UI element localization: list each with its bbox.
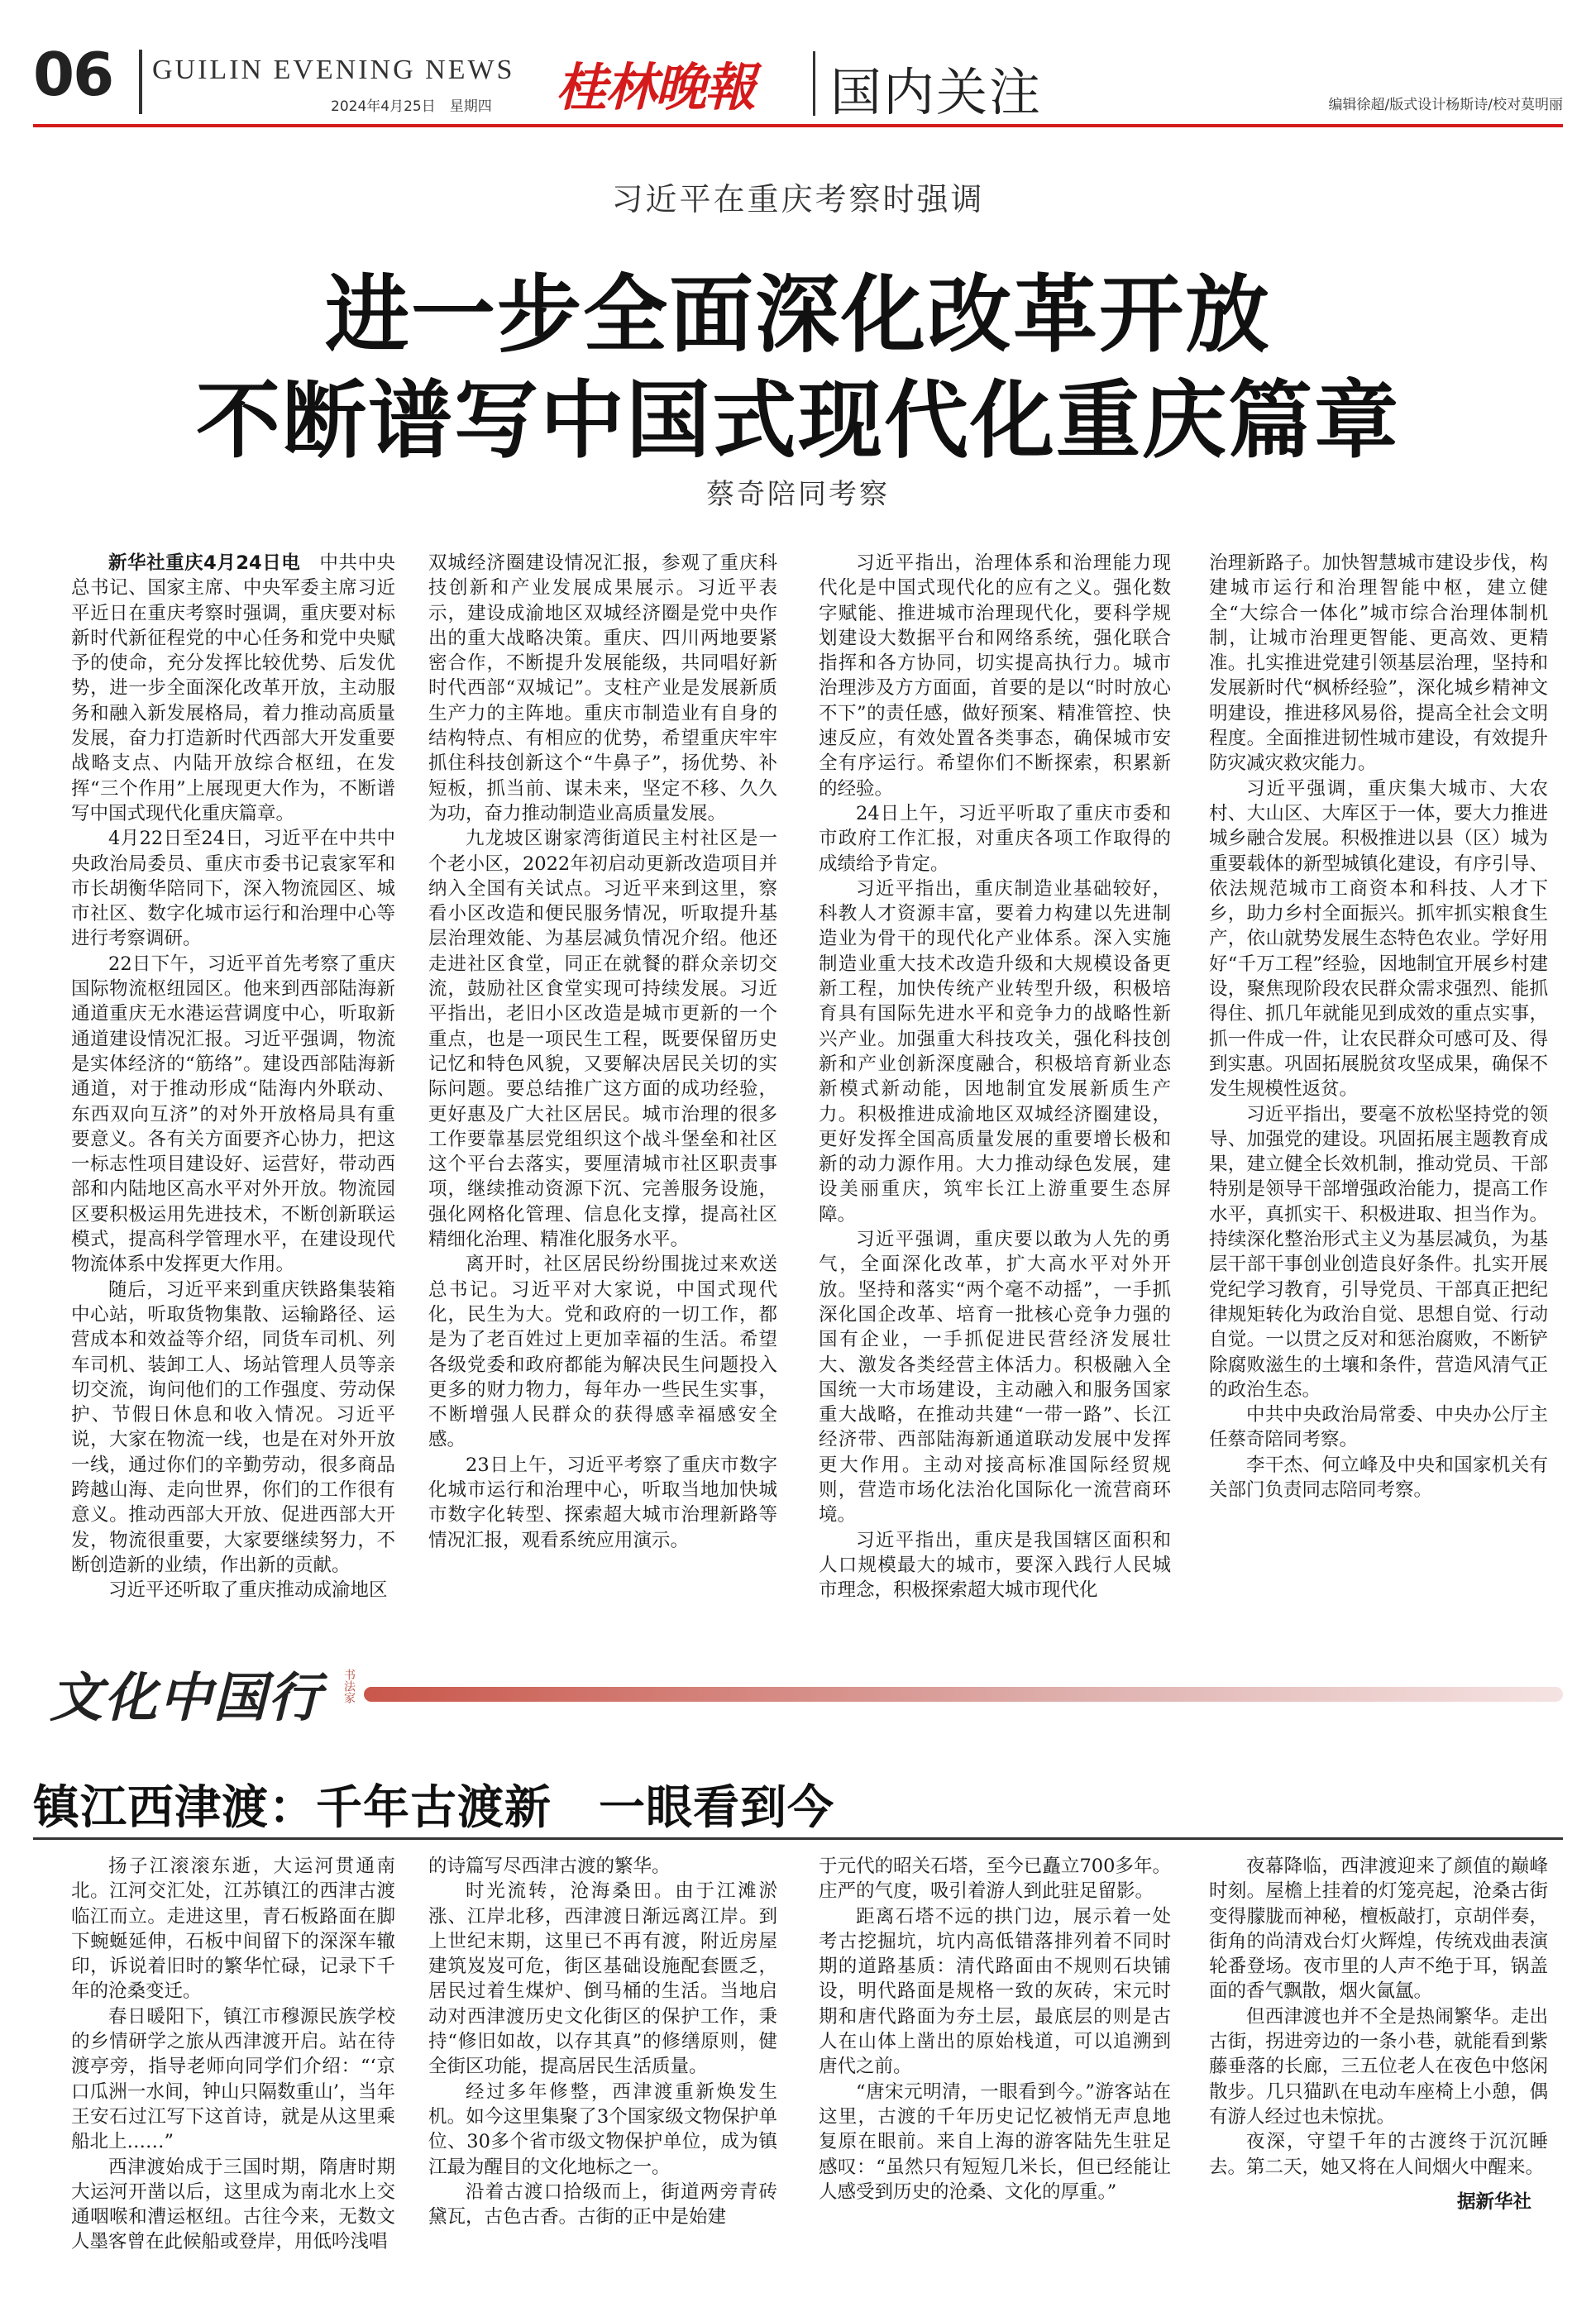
paragraph: 沿着古渡口拾级而上，街道两旁青砖黛瓦，古色古香。古街的正中是始建 <box>428 2181 777 2228</box>
paragraph: 西津渡始成于三国时期，隋唐时期大运河开凿以后，这里成为南北水上交通咽喉和漕运枢纽。古往今来，无数文人墨客曾在此候船或登岸，用低吟浅唱 <box>71 2156 395 2253</box>
paragraph: 治理新路子。加快智慧城市建设步伐，构建城市运行和治理智能中枢，建立健全“大综合一体化”城市综合治理体制机制，让城市治理更智能、更高效、更精准。扎实推进党建引领基层治理，坚持和发展新时代“枫桥经验”，深化城乡精神文明建设，推进移风易俗，提高全社会文明程度。全面推进韧性城市建设，有效提升防灾减灾救灾能力。 <box>1209 552 1548 775</box>
paragraph: “唐宋元明清，一眼看到今。”游客站在这里，古渡的千年历史记忆被悄无声息地复原在眼前。来自上海的游客陆先生驻足感叹：“虽然只有短短几米长，但已经能让人感受到历史的沧桑、文化的厚重。” <box>819 2080 1171 2203</box>
paragraph: 22日下午，习近平首先考察了重庆国际物流枢纽园区。他来到西部陆海新通道重庆无水港运营调度中心，听取新通道建设情况汇报。习近平强调，物流是实体经济的“筋络”。建设西部陆海新通道，对于推动形成“陆海内外联动、东西双向互济”的对外开放格局具有重要意义。各有关方面要齐心协力，把这一标志性项目建设好、运营好，带动西部和内陆地区高水平对外开放。物流园区要积极运用先进技术，不断创新联运模式，提高科学管理水平，在建设现代物流体系中发挥更大作用。 <box>71 953 395 1276</box>
paper-logo: 桂林晚報 <box>556 57 755 117</box>
paragraph: 24日上午，习近平听取了重庆市委和市政府工作汇报，对重庆各项工作取得的成绩给予肯定。 <box>819 802 1171 875</box>
paragraph: 扬子江滚滚东逝，大运河贯通南北。江河交汇处，江苏镇江的西津古渡临江而立。走进这里，青石板路面在脚下蜿蜒延伸，石板中间留下的深深车辙印，诉说着旧时的繁华忙碌，记录下千年的沧桑变迁。 <box>71 1856 395 2003</box>
paragraph: 习近平还听取了重庆推动成渝地区 <box>108 1579 388 1602</box>
masthead-divider-2 <box>813 51 815 116</box>
culture-column-3 <box>819 1854 1171 2205</box>
masthead-rule <box>33 124 1563 127</box>
paper-english-name: GUILIN EVENING NEWS <box>152 55 515 85</box>
paragraph: 习近平指出，治理体系和治理能力现代化是中国式现代化的应有之义。强化数字赋能、推进城市治理现代化，要科学规划建设大数据平台和网络系统，强化联合指挥和各方协同，切实提高执行力。城市治理涉及方方面面，首要的是以“时时放心不下”的责任感，做好预案、精准管控、快速反应，有效处置各类事态，确保城市安全有序运行。希望你们不断探索，积累新的经验。 <box>819 552 1171 800</box>
page-number: 06 <box>33 40 113 109</box>
paragraph: 于元代的昭关石塔，至今已矗立700多年。庄严的气度，吸引着游人到此驻足留影。 <box>819 1856 1171 1903</box>
seal-stamp: 书法家 <box>342 1669 356 1703</box>
paragraph: 李干杰、何立峰及中央和国家机关有关部门负责同志陪同考察。 <box>1209 1454 1548 1501</box>
lead-headline-line1: 进一步全面深化改革开放 <box>325 266 1271 365</box>
paragraph: 习近平指出，要毫不放松坚持党的领导、加强党的建设。巩固拓展主题教育成果，建立健全长效机制，推动党员、干部特别是领导干部增强政治能力，提高工作水平，真抓实干、积极进取、担当作为。持续深化整治形式主义为基层减负，为基层干部干事创业创造良好条件。扎实开展党纪学习教育，引导党员、干部真正把纪律规矩转化为政治自觉、思想自觉、行动自觉。一以贯之反对和惩治腐败，不断铲除腐败滋生的土壤和条件，营造风清气正的政治生态。 <box>1209 1103 1548 1401</box>
brush-stroke <box>364 1687 1563 1702</box>
culture-banner <box>33 1646 1563 1736</box>
culture-logo-text: 文化中国行 <box>50 1667 323 1729</box>
lead-column-2 <box>428 551 777 1553</box>
paragraph: 经过多年修整，西津渡重新焕发生机。如今这里集聚了3个国家级文物保护单位、30多个省市级文物保护单位，成为镇江最为醒目的文化地标之一。 <box>428 2080 777 2178</box>
issue-date: 2024年4月25日 星期四 <box>331 98 492 115</box>
section-name: 国内关注 <box>830 62 1043 122</box>
source-credit: 据新华社 <box>1456 2190 1531 2213</box>
paragraph: 但西津渡也并不全是热闹繁华。走出古街，拐进旁边的一条小巷，就能看到紫藤垂落的长廊，三五位老人在夜色中悠闲散步。几只猫趴在电动车座椅上小憩，偶有游人经过也未惊扰。 <box>1209 2005 1548 2128</box>
lead-kicker: 习近平在重庆考察时强调 <box>611 181 985 217</box>
paragraph: 习近平强调，重庆要以敢为人先的勇气，全面深化改革，扩大高水平对外开放。坚持和落实“两个毫不动摇”，一手抓深化国企改革、培育一批核心竞争力强的国有企业，一手抓促进民营经济发展壮大、激发各类经营主体活力。积极融入全国统一大市场建设，主动融入和服务国家重大战略，在推动共建“一带一路”、长江经济带、西部陆海新通道联动发展中发挥更大作用。主动对接高标准国际经贸规则，营造市场化法治化国际化一流营商环境。 <box>819 1229 1171 1526</box>
editor-credits: 编辑徐超/版式设计杨斯诗/校对莫明丽 <box>1328 97 1563 113</box>
lead-subhead: 蔡奇陪同考察 <box>706 478 890 511</box>
paragraph: 4月22日至24日，习近平在中共中央政治局委员、重庆市委书记袁家军和市长胡衡华陪同下，深入物流园区、城市社区、数字化城市运行和治理中心等进行考察调研。 <box>71 828 395 950</box>
culture-column-1 <box>71 1854 395 2255</box>
lead-column-3 <box>819 551 1171 1603</box>
paragraph: 习近平指出，重庆制造业基础较好，科教人才资源丰富，要着力构建以先进制造业为骨干的现代化产业体系。深入实施制造业重大技术改造升级和大规模设备更新工程，加快传统产业转型升级，积极培育具有国际先进水平和竞争力的战略性新兴产业。加强重大科技攻关，强化科技创新和产业创新深度融合，积极培育新业态新模式新动能，因地制宜发展新质生产力。积极推进成渝地区双城经济圈建设，更好发挥全国高质量发展的重要增长极和新的动力源作用。大力推动绿色发展，建设美丽重庆，筑牢长江上游重要生态屏障。 <box>819 877 1171 1225</box>
paragraph: 随后，习近平来到重庆铁路集装箱中心站，听取货物集散、运输路径、运营成本和效益等介绍，同货车司机、列车司机、装卸工人、场站管理人员等亲切交流，询问他们的工作强度、劳动保护、节假日休息和收入情况。习近平说，大家在物流一线，也是在对外开放一线，通过你们的辛勤劳动，很多商品跨越山海、走向世界，你们的工作很有意义。推动西部大开放、促进西部大开发，物流很重要，大家要继续努力，不断创造新的业绩，作出新的贡献。 <box>71 1278 395 1576</box>
culture-headline: 镇江西津渡：千年古渡新 一眼看到今 <box>33 1781 834 1835</box>
paragraph: 双城经济圈建设情况汇报，参观了重庆科技创新和产业发展成果展示。习近平表示，建设成渝地区双城经济圈是党中央作出的重大战略决策。重庆、四川两地要紧密合作，不断提升发展能级，共同唱好新时代西部“双城记”。支柱产业是发展新质生产力的主阵地。重庆市制造业有自身的结构特点、有相应的优势，希望重庆牢牢抓住科技创新这个“牛鼻子”，扬优势、补短板，抓当前、谋未来，坚定不移、久久为功，奋力推动制造业高质量发展。 <box>428 552 777 824</box>
paragraph: 习近平强调，重庆集大城市、大农村、大山区、大库区于一体，要大力推进城乡融合发展。积极推进以县（区）城为重要载体的新型城镇化建设，有序引导、依法规范城市工商资本和科技、人才下乡，助力乡村全面振兴。抓牢抓实粮食生产，依山就势发展生态特色农业。学好用好“千万工程”经验，因地制宜开展乡村建设，聚焦现阶段农民群众需求强烈、能抓得住、抓几年就能见到成效的重点实事，抓一件成一件，让农民群众可感可及、得到实惠。巩固拓展脱贫攻坚成果，确保不发生规模性返贫。 <box>1209 777 1548 1101</box>
culture-column-4 <box>1209 1854 1548 2214</box>
culture-rule <box>33 1837 1563 1840</box>
paragraph: 距离石塔不远的拱门边，展示着一处考古挖掘坑，坑内高低错落排列着不同时期的道路基质：清代路面由不规则石块铺设，明代路面是规格一致的灰砖，宋元时期和唐代路面为夯土层，最底层的则是古人在山体上凿出的原始栈道，可以追溯到唐代之前。 <box>819 1905 1171 2078</box>
lead-column-4 <box>1209 551 1548 1502</box>
paragraph: 离开时，社区居民纷纷围拢过来欢送总书记。习近平对大家说，中国式现代化，民生为大。党和政府的一切工作，都是为了老百姓过上更加幸福的生活。希望各级党委和政府都能为解决民生问题投入更多的财力物力，每年办一些民生实事，不断增强人民群众的获得感幸福感安全感。 <box>428 1254 777 1451</box>
paragraph: 习近平指出，重庆是我国辖区面积和人口规模最大的城市，要深入践行人民城市理念，积极探索超大城市现代化 <box>819 1529 1171 1602</box>
masthead <box>33 31 1563 122</box>
lead-column-1 <box>71 551 395 1603</box>
paragraph: 九龙坡区谢家湾街道民主村社区是一个老小区，2022年初启动更新改造项目并纳入全国有关试点。习近平来到这里，察看小区改造和便民服务情况，听取提升基层治理效能、为基层减负情况介绍。他还走进社区食堂，同正在就餐的群众亲切交流，鼓励社区食堂实现可持续发展。习近平指出，老旧小区改造是城市更新的一个重点，也是一项民生工程，既要保留历史记忆和特色风貌，又要解决居民关切的实际问题。要总结推广这方面的成功经验，更好惠及广大社区居民。城市治理的很多工作要靠基层党组织这个战斗堡垒和社区这个平台去落实，要厘清城市社区职责事项，继续推动资源下沉、完善服务设施，强化网格化管理、信息化支撑，提高社区精细化治理、精准化服务水平。 <box>428 828 777 1251</box>
paragraph: 的诗篇写尽西津古渡的繁华。 <box>428 1856 671 1877</box>
paragraph: 中共中央政治局常委、中央办公厅主任蔡奇陪同考察。 <box>1209 1404 1548 1451</box>
paragraph: 时光流转，沧海桑田。由于江滩淤涨、江岸北移，西津渡日渐远离江岸。到上世纪末期，这里已不再有渡，附近房屋建筑岌岌可危，街区基础设施配套匮乏，居民过着生煤炉、倒马桶的生活。当地启动对西津渡历史文化街区的保护工作，秉持“修旧如故，以存其真”的修缮原则，健全街区功能，提高居民生活质量。 <box>428 1880 777 2078</box>
paragraph: 夜深，守望千年的古渡终于沉沉睡去。第二天，她又将在人间烟火中醒来。 <box>1209 2131 1548 2178</box>
lead-headline-line2: 不断谱写中国式现代化重庆篇章 <box>196 372 1400 471</box>
paragraph: 春日暖阳下，镇江市穆源民族学校的乡情研学之旅从西津渡开启。站在待渡亭旁，指导老师向同学们介绍：“‘京口瓜洲一水间，钟山只隔数重山’，当年王安石过江写下这首诗，就是从这里乘船北上……” <box>71 2005 395 2153</box>
paragraph: 23日上午，习近平考察了重庆市数字化城市运行和治理中心，听取当地加快城市数字化转型、探索超大城市治理新路等情况汇报，观看系统应用演示。 <box>428 1454 777 1551</box>
dateline: 新华社重庆4月24日电 <box>108 552 301 574</box>
masthead-divider <box>139 50 142 114</box>
paragraph: 中共中央总书记、国家主席、中央军委主席习近平近日在重庆考察时强调，重庆要对标新时代新征程党的中心任务和党中央赋予的使命，充分发挥比较优势、后发优势，进一步全面深化改革开放，主动服务和融入新发展格局，着力推动高质量发展，奋力打造新时代西部大开发重要战略支点、内陆开放综合枢纽，在发挥“三个作用”上展现更大作为，不断谱写中国式现代化重庆篇章。 <box>71 552 395 824</box>
culture-column-2 <box>428 1854 777 2229</box>
paragraph: 夜幕降临，西津渡迎来了颜值的巅峰时刻。屋檐上挂着的灯笼亮起，沧桑古街变得朦胧而神秘，檀板敲打，京胡伴奏，街角的尚清戏台灯火辉煌，传统戏曲表演轮番登场。夜市里的人声不绝于耳，锅盖面的香气飘散，烟火氤氲。 <box>1209 1856 1548 2003</box>
